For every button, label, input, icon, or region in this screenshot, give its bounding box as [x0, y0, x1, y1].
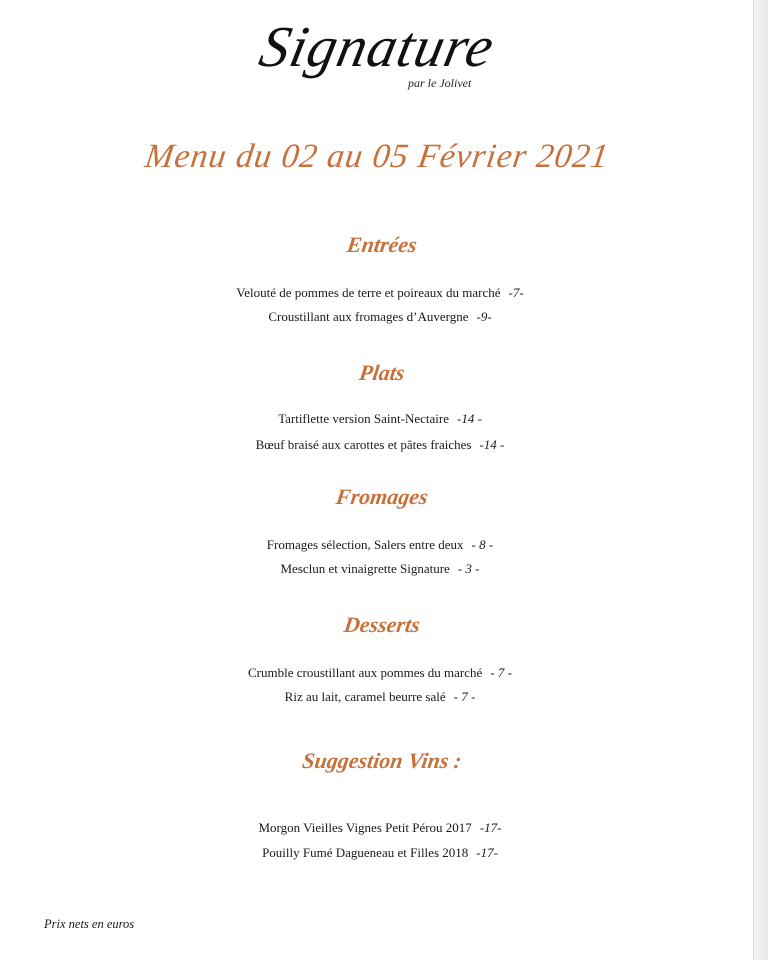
- section-title-fromages: Fromages: [334, 484, 430, 509]
- section-title-vins: Suggestion Vins :: [300, 748, 464, 773]
- menu-item-name: Morgon Vieilles Vignes Petit Pérou 2017: [258, 820, 472, 835]
- section-title-desserts: Desserts: [342, 612, 422, 637]
- menu-item-name: Bœuf braisé aux carottes et pâtes fraiches: [255, 437, 472, 452]
- menu-item-price: - 7 -: [490, 665, 512, 680]
- menu-item: [0, 437, 760, 453]
- menu-item-name: Crumble croustillant aux pommes du marché: [248, 665, 483, 680]
- footer-note: Prix nets en euros: [44, 917, 135, 931]
- menu-item-price: -17-: [479, 820, 502, 835]
- menu-item-name: Fromages sélection, Salers entre deux: [266, 537, 464, 552]
- menu-item-name: Pouilly Fumé Dagueneau et Filles 2018: [262, 845, 469, 860]
- logo-main-text: Signature: [253, 14, 501, 79]
- menu-title: Menu du 02 au 05 Février 2021: [142, 138, 612, 175]
- section-title-entrees: Entrées: [345, 232, 419, 257]
- menu-item-price: -7-: [508, 285, 524, 300]
- menu-item-price: - 8 -: [471, 537, 494, 552]
- menu-item-name: Velouté de pommes de terre et poireaux du marché: [236, 285, 501, 300]
- logo-sub-text: par le Jolivet: [408, 76, 472, 90]
- menu-item: [0, 537, 760, 553]
- menu-item-price: -17-: [476, 845, 498, 860]
- menu-item: [0, 820, 760, 836]
- menu-item-name: Croustillant aux fromages d’Auvergne: [268, 309, 469, 324]
- menu-item: [0, 309, 760, 325]
- menu-item: [0, 285, 760, 301]
- menu-item: [0, 689, 760, 705]
- signature-logo: [0, 14, 754, 90]
- menu-item: [0, 411, 760, 427]
- menu-item-name: Mesclun et vinaigrette Signature: [280, 561, 450, 576]
- menu-item-price: -14 -: [479, 437, 505, 452]
- menu-item-price: -14 -: [456, 411, 482, 426]
- menu-item-name: Riz au lait, caramel beurre salé: [284, 689, 446, 704]
- menu-item: [0, 665, 760, 681]
- section-title-plats: Plats: [357, 360, 407, 385]
- menu-item: [0, 845, 760, 861]
- menu-item: [0, 561, 760, 577]
- menu-item-price: - 7 -: [453, 689, 476, 704]
- menu-item-name: Tartiflette version Saint-Nectaire: [278, 411, 449, 426]
- menu-item-price: -9-: [476, 309, 492, 324]
- menu-item-price: - 3 -: [457, 561, 480, 576]
